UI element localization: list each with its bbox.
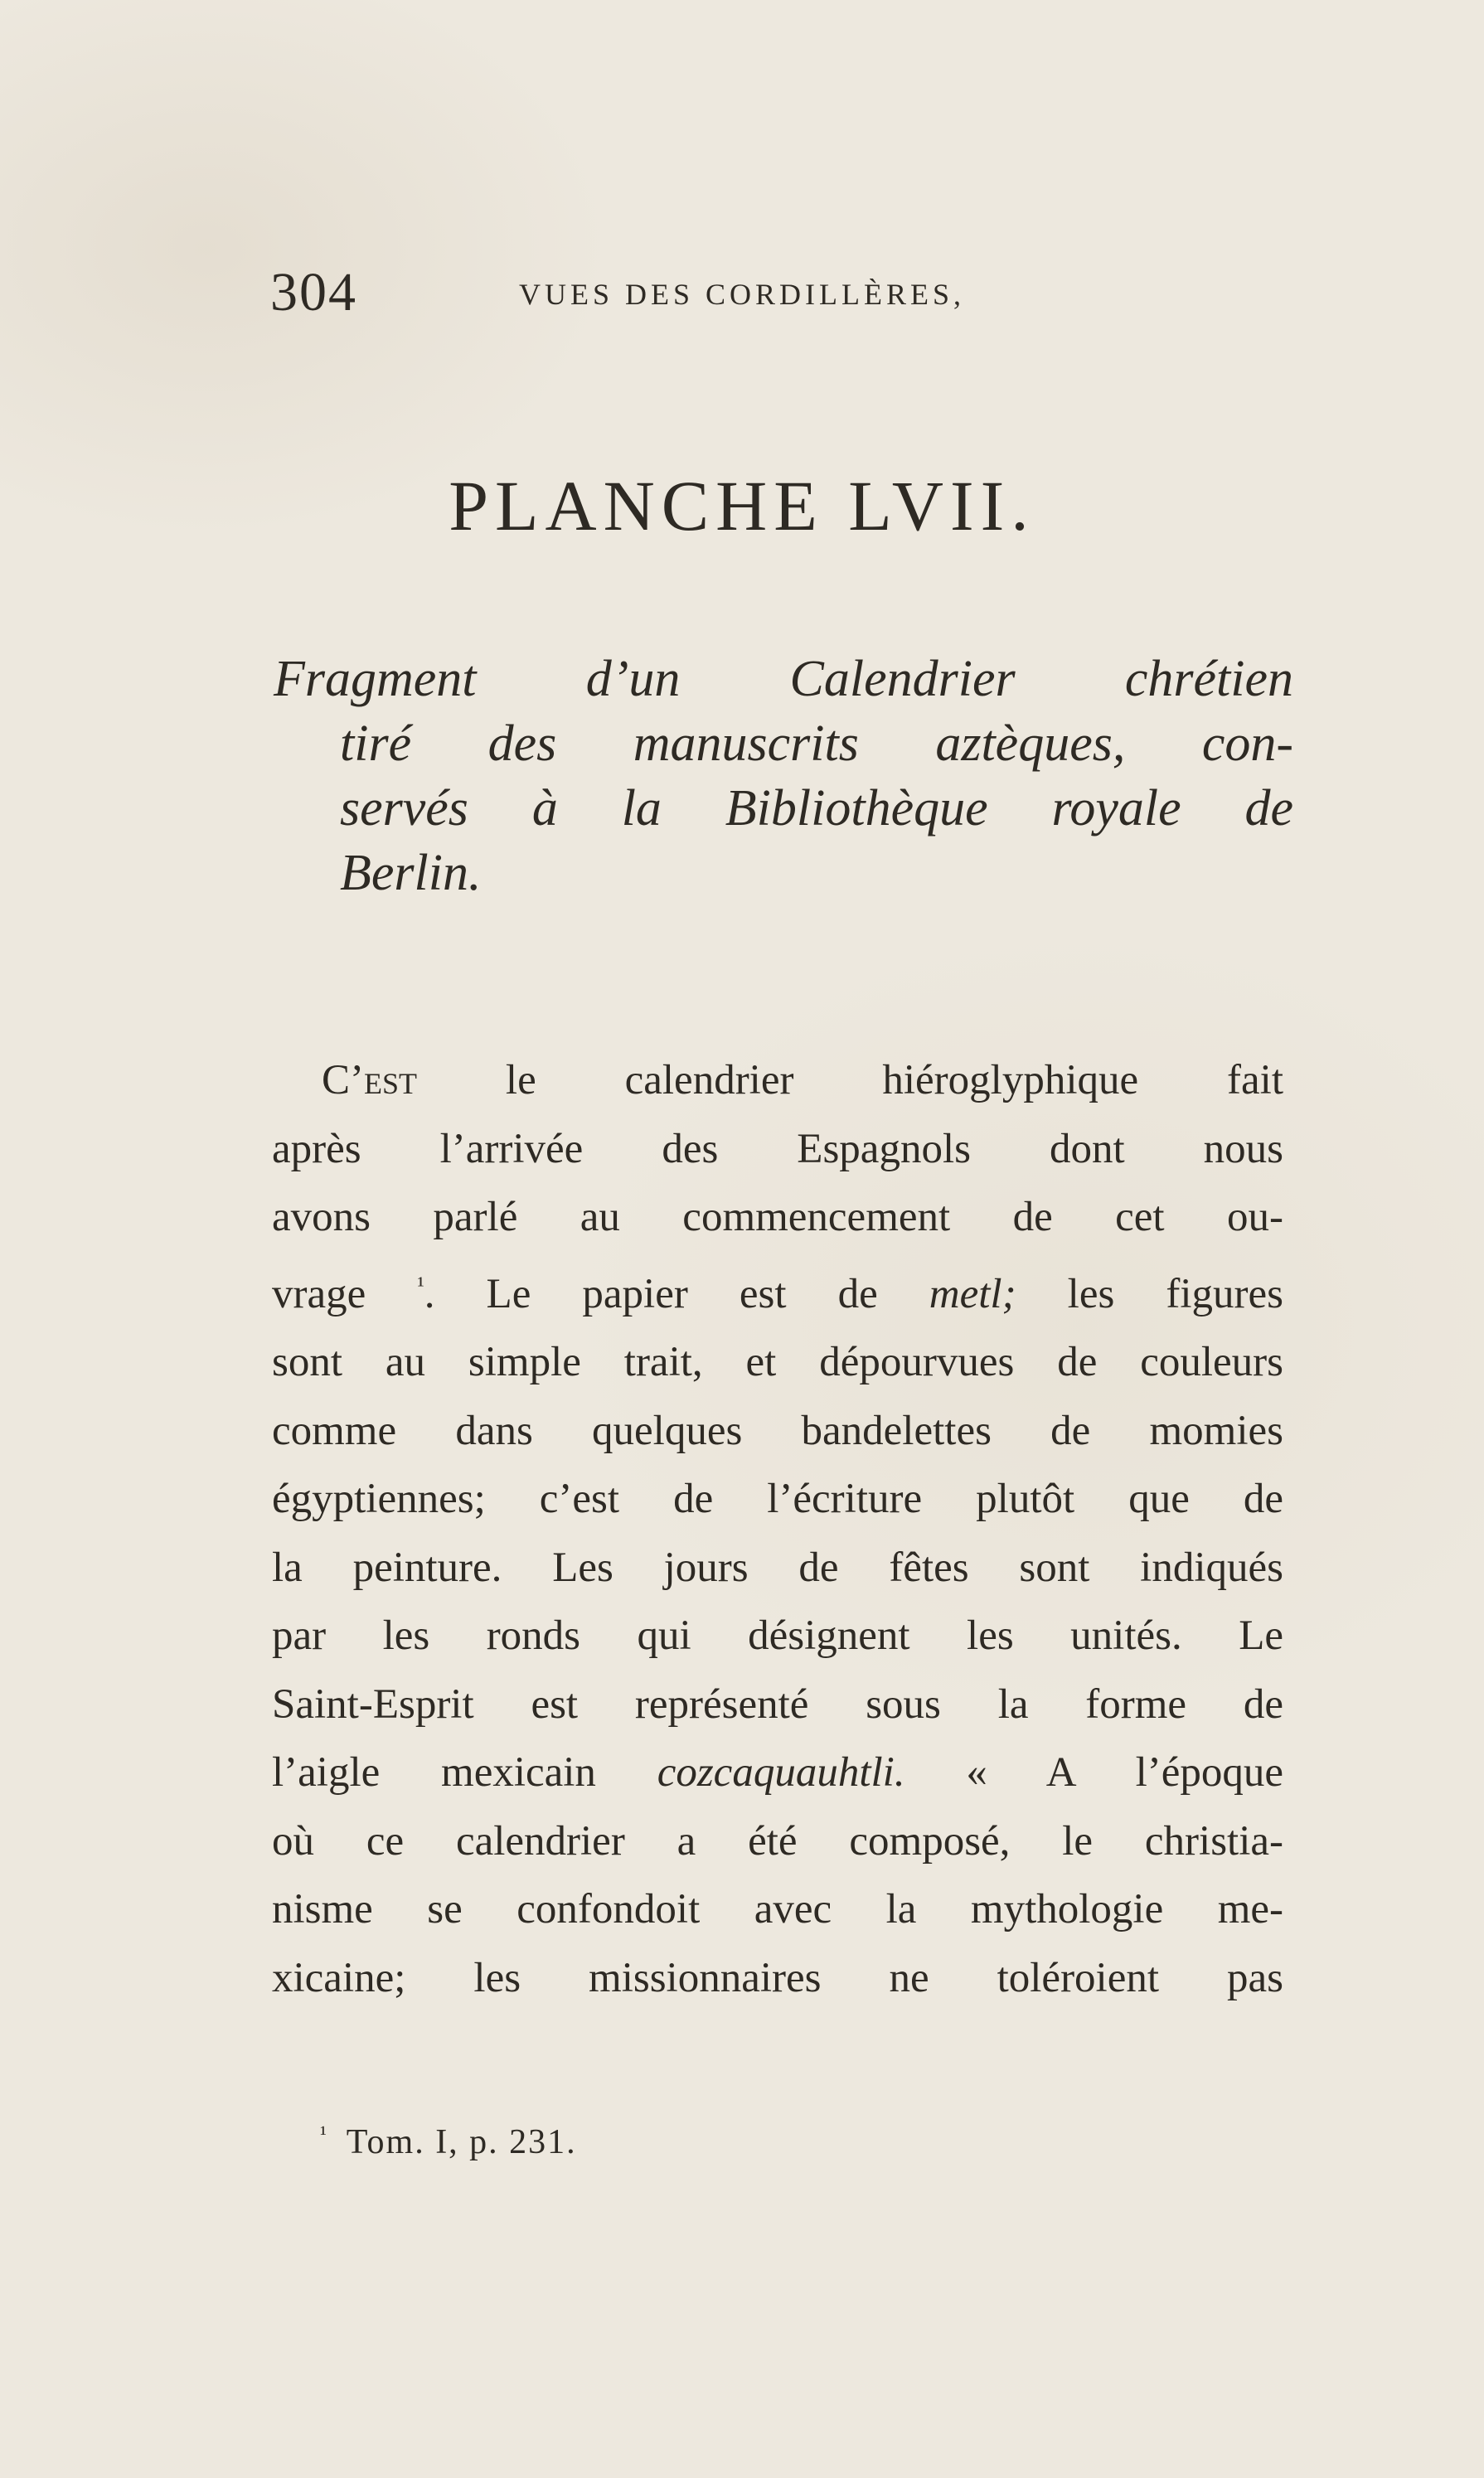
italic-term: metl; [929,1270,1016,1317]
footnote-text: Tom. I, p. 231. [346,2123,577,2161]
subtitle-line: Berlin. [340,845,482,901]
footnote-ref: ¹ [417,1272,424,1298]
footnote-marker: ¹ [320,2122,328,2146]
text-line: après l’arrivée des Espagnols dont nous [272,1125,1283,1172]
subtitle-line: servés à la Bibliothèque royale de [340,780,1293,837]
plate-subtitle [274,647,1293,905]
footnote [320,2109,983,2167]
text-line: nisme se confondoit avec la mythologie me- [272,1886,1283,1932]
running-head [270,264,1099,322]
text-line: avons parlé au commencement de cet ou- [272,1194,1283,1240]
italic-term: cozcaquauhtli. [657,1749,905,1796]
text-line: Saint-Esprit est représenté sous la forme de [272,1680,1283,1728]
line-text: . Le papier est de [424,1270,929,1317]
subtitle-line: Fragment d’un Calendrier chrétien [274,651,1293,707]
text-line: égyptiennes; c’est de l’écriture plutôt que de [272,1476,1283,1522]
text-line: xicaine; les missionnaires ne toléroient pas [272,1954,1283,2001]
text-line [272,1738,1283,1807]
body-paragraph [272,1046,1283,2012]
line-text: l’aigle mexicain [272,1749,657,1796]
smallcaps-word: est [364,1057,418,1103]
line-text: « A l’époque [904,1749,1283,1796]
running-title: VUES DES CORDILLÈRES, [519,278,966,311]
line-text: le calendrier hiéroglyphique fait [417,1057,1283,1103]
text-line [272,1252,1283,1329]
text-line [272,1046,1283,1115]
text-line: par les ronds qui désignent les unités. Le [272,1612,1283,1659]
text-line: comme dans quelques bandelettes de momies [272,1407,1283,1454]
page-number: 304 [270,262,357,322]
line-text: les figures [1016,1270,1283,1317]
plate-title: PLANCHE LVII. [449,466,1035,546]
text-line: sont au simple trait, et dépourvues de couleurs [272,1339,1283,1385]
subtitle-line: tiré des manuscrits aztèques, con- [340,715,1293,772]
text-line: la peinture. Les jours de fêtes sont indiqués [272,1544,1283,1591]
text-line: où ce calendrier a été composé, le christia- [272,1817,1283,1865]
line-text: vrage [272,1270,418,1317]
initial-letters: C’ [322,1057,364,1103]
